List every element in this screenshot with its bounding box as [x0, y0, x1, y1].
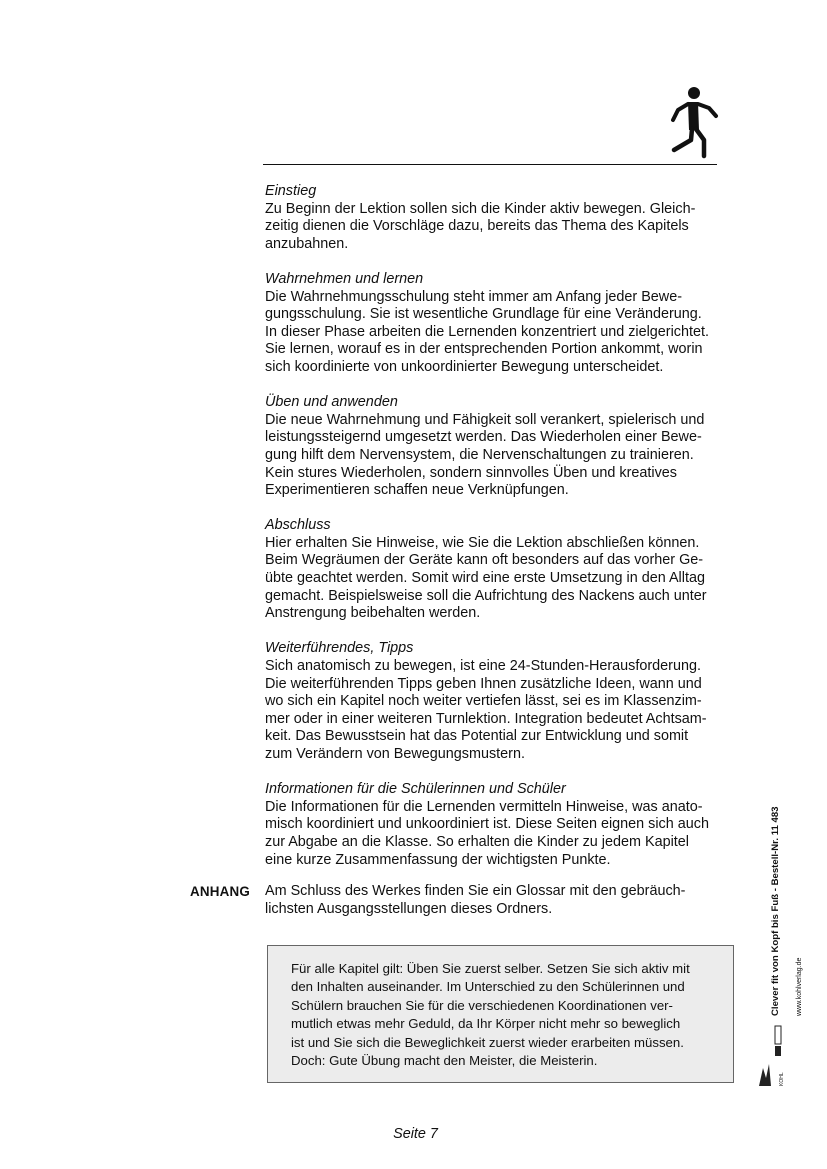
section-line: mer oder in einer weiteren Turnlektion. Integration bedeutet Achtsam- — [265, 710, 707, 727]
svg-text:KOHL: KOHL — [779, 1072, 785, 1086]
section-line: Kein stures Wiederholen, sondern sinnvolles Üben und kreatives — [265, 464, 677, 481]
kohl-verlag-logo — [757, 1020, 787, 1088]
section-line: sich koordinierte von unkoordinierter Bewegung unterscheidet. — [265, 358, 664, 375]
section-line: wo sich ein Kapitel noch weiter vertiefen lässt, sei es im Klassenzim- — [265, 693, 702, 710]
section-line: zum Verändern von Bewegungsmustern. — [265, 746, 525, 762]
section-line: Die neue Wahrnehmung und Fähigkeit soll verankert, spielerisch und — [265, 411, 705, 428]
section-line: Die weiterführenden Tipps geben Ihnen zusätzliche Ideen, wann und — [265, 675, 702, 692]
section-line: Hier erhalten Sie Hinweise, wie Sie die Lektion abschließen können. — [265, 534, 700, 551]
note-line: Doch: Gute Übung macht den Meister, die Meisterin. — [291, 1053, 598, 1069]
walking-person-icon — [664, 84, 722, 160]
section-line: leistungssteigernd umgesetzt werden. Das Wiederholen einer Bewe- — [265, 429, 702, 446]
header-rule — [263, 164, 717, 165]
page-footer — [0, 1126, 827, 1142]
section-line: zeitig dienen die Vorschläge dazu, bereits das Thema des Kapitels — [265, 218, 689, 235]
section-heading: Abschluss — [265, 517, 331, 534]
section-heading: Informationen für die Schülerinnen und Schüler — [265, 781, 566, 798]
section-line: übte geachtet werden. Somit wird eine erste Umsetzung in den Alltag — [265, 570, 705, 587]
section-line: gemacht. Beispielsweise soll die Aufrichtung des Nackens auch unter — [265, 587, 707, 604]
section-line: Die Informationen für die Lernenden vermitteln Hinweise, was anato- — [265, 798, 703, 815]
section-wahrnehmen — [265, 271, 720, 377]
anhang-line: lichsten Ausgangsstellungen dieses Ordners. — [265, 900, 553, 917]
note-line: Schülern brauchen Sie für die verschiedenen Koordinationen ver- — [291, 997, 673, 1013]
section-line: In dieser Phase arbeiten die Lernenden konzentriert und zielgerichtet. — [265, 323, 709, 340]
sidebar-title: Clever fit von Kopf bis Fuß - Bestell-Nr. 11 483 — [770, 806, 781, 1016]
section-informationen — [265, 781, 720, 869]
note-line: ist und Sie sich die Beweglichkeit zuerst wieder erarbeiten müssen. — [291, 1034, 684, 1050]
note-line: Für alle Kapitel gilt: Üben Sie zuerst selber. Setzen Sie sich aktiv mit — [291, 961, 690, 976]
anhang-line: Am Schluss des Werkes finden Sie ein Glossar mit den gebräuch- — [265, 883, 686, 899]
section-line: Sie lernen, worauf es in der entsprechenden Portion ankommt, worin — [265, 341, 703, 358]
section-line: keit. Das Bewusstsein hat das Potential zur Entwicklung und somit — [265, 728, 689, 745]
section-line: Beim Wegräumen der Geräte kann oft besonders auf das vorher Ge- — [265, 552, 704, 569]
section-abschluss — [265, 517, 720, 623]
section-heading: Weiterführendes, Tipps — [265, 640, 414, 657]
section-line: Die Wahrnehmungsschulung steht immer am Anfang jeder Bewe- — [265, 288, 682, 305]
section-line: misch koordiniert und unkoordiniert ist. Diese Seiten eignen sich auch — [265, 816, 709, 833]
note-line: mutlich etwas mehr Geduld, da Ihr Körper nicht mehr so beweglich — [291, 1016, 681, 1032]
section-line: eine kurze Zusammenfassung der wichtigsten Punkte. — [265, 851, 611, 868]
sections-list — [265, 183, 720, 887]
section-line: Zu Beginn der Lektion sollen sich die Kinder aktiv bewegen. Gleich- — [265, 200, 696, 217]
anhang-text — [265, 883, 720, 918]
section-heading: Einstieg — [265, 183, 317, 199]
section-heading: Wahrnehmen und lernen — [265, 270, 424, 287]
publisher-url[interactable]: www.kohlverlag.de — [796, 957, 803, 1016]
section-line: Anstrengung beibehalten werden. — [265, 605, 481, 622]
section-line: gungsschulung. Sie ist wesentliche Grundlage für eine Veränderung. — [265, 306, 702, 323]
section-line: Experimentieren schaffen neue Verknüpfungen. — [265, 482, 569, 499]
section-line: anzubahnen. — [265, 235, 349, 252]
section-weiterfuehrendes — [265, 640, 720, 763]
section-einstieg — [265, 183, 720, 253]
section-line: Sich anatomisch zu bewegen, ist eine 24-Stunden-Herausforderung. — [265, 658, 701, 675]
section-ueben — [265, 394, 720, 500]
note-box — [267, 945, 734, 1083]
section-line: gung hilft dem Nervensystem, die Nervenschaltungen zu trainieren. — [265, 446, 694, 463]
note-line: den Inhalten auseinander. Im Unterschied zu den Schülerinnen und — [291, 979, 685, 995]
section-line: zur Abgabe an die Klasse. So erhalten die Kinder zu jedem Kapitel — [265, 833, 689, 850]
anhang-label: ANHANG — [190, 884, 250, 899]
section-heading: Üben und anwenden — [265, 394, 398, 411]
page-number: Seite 7 — [393, 1126, 438, 1142]
